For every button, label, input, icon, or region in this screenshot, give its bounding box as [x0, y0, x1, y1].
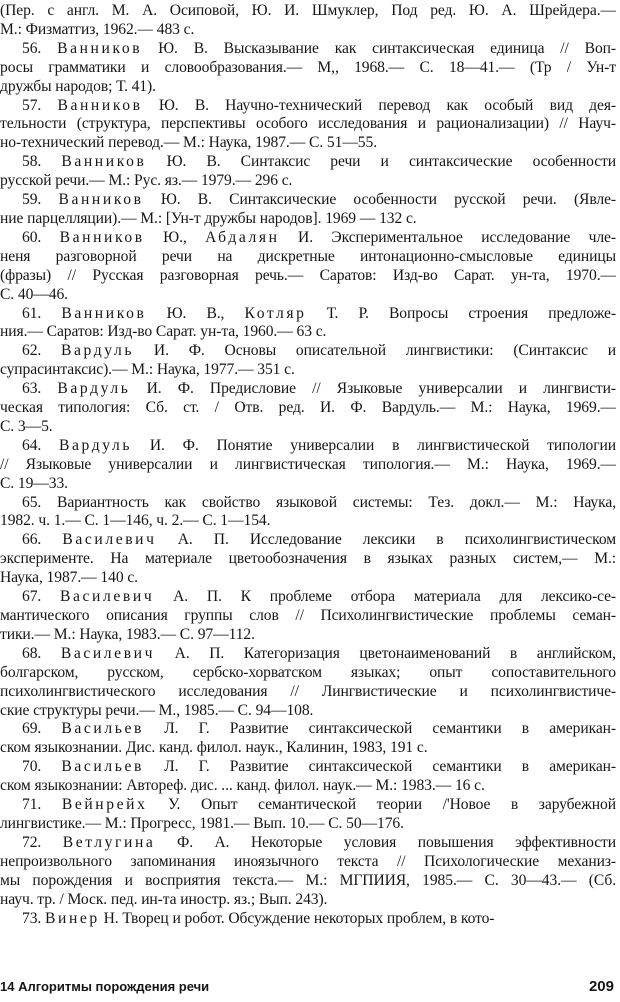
entry-text: И. Ф. Основы описательной лингвистики: (Синтаксис и: [134, 342, 616, 360]
text-line: (Пер. с англ. М. А. Осиповой, Ю. И. Шмуклер, Под ред. Ю. А. Шрейдера.—: [0, 2, 616, 19]
entry-number: 73.: [22, 909, 42, 927]
text-line: С. 19—33.: [0, 474, 68, 492]
text-line: непроизвольного запоминания иноязычного текста // Психологические механиз-: [0, 852, 616, 870]
text-line: [0, 40, 616, 59]
text-line: [0, 645, 616, 664]
text-line: мантического описания группы слов // Психолингвистические проблемы семан-: [0, 607, 616, 624]
text-line: [0, 229, 616, 248]
entry-number: 60.: [22, 228, 42, 246]
entry-number: 56.: [22, 39, 42, 57]
text-line: ние парцелляции).— М.: [Ун-т дружбы народов]. 1969 — 132 с.: [0, 209, 417, 227]
text-line: неня разговорной речи на дискретные интонационно-смысловые единицы: [0, 247, 616, 265]
entry-coauthor: Абдалян: [205, 228, 280, 246]
text-line: [0, 305, 616, 324]
entry-coauthor: Котляр: [244, 304, 307, 322]
text-line: психолингвистического исследования // Лингвистические и психолингвистиче-: [0, 682, 616, 700]
bibliography-text: [0, 2, 616, 928]
bib-entry: [0, 380, 616, 437]
entry-author: Василевич: [62, 531, 157, 549]
bib-entry: [0, 494, 616, 532]
entry-text: Т. Р. Вопросы строения предложе-: [306, 304, 616, 322]
text-line: [0, 380, 616, 399]
bib-entry: [0, 229, 616, 305]
bib-entry: [0, 834, 616, 910]
text-line: болгарском, русском, сербско-хорватском языках; опыт сопоставительного: [0, 663, 616, 681]
entry-author: Василевич: [60, 644, 156, 662]
bib-entry: [0, 720, 616, 758]
text-line: мы порождения и восприятия текста.— М.: МГПИИЯ, 1985.— С. 30—43.— (Сб.: [0, 871, 616, 889]
page-number: 209: [588, 978, 614, 995]
bib-entry: [0, 437, 616, 494]
bib-entry: [0, 758, 616, 796]
text-line: [0, 910, 616, 929]
text-line: [0, 191, 616, 210]
text-line: ческая типология: Сб. ст. / Отв. ред. И. Ф. Вардуль.— М.: Наука, 1969.—: [0, 399, 616, 417]
entry-number: 64.: [22, 436, 42, 454]
text-line: [0, 97, 616, 116]
bib-entry: [0, 645, 616, 721]
entry-text: А. П. Исследование лексики в психолингвистическом: [156, 531, 616, 549]
entry-text: Ю. В. Научно-технический перевод как особый вид дея-: [142, 96, 616, 114]
bib-entry: [0, 97, 616, 154]
entry-text: Н. Творец и робот. Обсуждение некоторых проблем, в кото-: [99, 909, 495, 927]
entry-number: 62.: [22, 342, 42, 360]
bib-entry: [0, 305, 616, 343]
bib-entry: [0, 342, 616, 380]
text-line: ские структуры речи.— М., 1985.— С. 94—108.: [0, 701, 314, 719]
entry-text: Ю. В. Синтаксические особенности русской речи. (Явле-: [143, 191, 616, 209]
entry-author: Ванников: [59, 228, 145, 246]
entry-text: Вариантность как свойство языковой системы: Тез. докл.— М.: Наука,: [57, 493, 616, 511]
entry-text: У. Опыт семантической теории /'Новое в зарубежной: [147, 796, 616, 814]
bib-entry: [0, 2, 616, 40]
entry-number: 68.: [22, 644, 42, 662]
text-line: [0, 834, 616, 853]
entry-author: Ванников: [58, 191, 144, 209]
entry-text: Л. Г. Развитие синтаксической семантики в американ-: [143, 758, 616, 776]
entry-author: Васильев: [61, 720, 144, 738]
text-line: [0, 531, 616, 550]
entry-text: А. П. Категоризация цветонаименований в английском,: [155, 644, 616, 662]
text-line: М.: Физматгиз, 1962.— 483 с.: [0, 20, 195, 38]
text-line: (фразы) // Русская разговорная речь.— Саратов: Изд-во Сарат. ун-та, 1970.—: [0, 266, 616, 284]
bib-entry: [0, 588, 616, 645]
entry-author: Ванников: [57, 39, 143, 57]
text-line: тики.— М.: Наука, 1983.— С. 97—112.: [0, 625, 255, 643]
bib-entry: [0, 910, 616, 929]
entry-author: Васильев: [61, 758, 144, 776]
entry-author: Вейнрейх: [61, 796, 148, 814]
entry-number: 71.: [22, 796, 42, 814]
entry-text: Ю.,: [144, 228, 187, 246]
entry-number: 59.: [22, 191, 42, 209]
text-line: С. 3—5.: [0, 417, 53, 435]
text-line: [0, 588, 616, 607]
entry-text: Ю. В. Синтаксис речи и синтаксические особенности: [146, 153, 616, 171]
entry-author: Вардуль: [61, 342, 135, 360]
running-title: 14 Алгоритмы порождения речи: [0, 979, 210, 994]
entry-text: Л. Г. Развитие синтаксической семантики в американ-: [143, 720, 616, 738]
entry-number: 63.: [22, 380, 42, 398]
text-line: Наука, 1987.— 140 с.: [0, 569, 138, 587]
text-line: [0, 437, 616, 456]
text-line: 1982. ч. 1.— С. 1—146, ч. 2.— С. 1—154.: [0, 512, 271, 530]
entry-author: Ванников: [57, 96, 143, 114]
entry-number: 61.: [22, 304, 42, 322]
text-line: [0, 758, 616, 777]
entry-author: Ванников: [61, 304, 147, 322]
entry-number: 65.: [22, 493, 42, 511]
text-line: но-технический перевод.— М.: Наука, 1987.— С. 51—55.: [0, 134, 377, 152]
bib-entry: [0, 531, 616, 588]
text-line: русской речи.— М.: Рус. яз.— 1979.— 296 с.: [0, 172, 293, 190]
text-line: ния.— Саратов: Изд-во Сарат. ун-та, 1960.— 63 с.: [0, 323, 327, 341]
text-line: // Языковые универсалии и лингвистическая типология.— М.: Наука, 1969.—: [0, 455, 616, 473]
text-line: [0, 796, 616, 815]
entry-author: Вардуль: [59, 436, 133, 454]
text-line: дружбы народов; Т. 41).: [0, 77, 156, 95]
entry-author: Винер: [45, 909, 100, 927]
text-line: росы грамматики и словообразования.— М,, 1968.— С. 18—41.— (Тр / Ун-т: [0, 58, 616, 76]
entry-text: И. Ф. Предисловие // Языковые универсалии и лингвисти-: [130, 380, 616, 398]
text-line: [0, 342, 616, 361]
entry-number: 69.: [22, 720, 42, 738]
entry-number: 67.: [22, 588, 42, 606]
text-line: эксперименте. На материале цветообозначения в языках разных систем,— М.:: [0, 550, 616, 568]
text-line: [0, 494, 616, 513]
text-line: С. 40—46.: [0, 285, 68, 303]
entry-author: Вардуль: [57, 380, 131, 398]
bib-entry: [0, 153, 616, 191]
entry-number: 70.: [22, 758, 42, 776]
text-line: лингвистике.— М.: Прогресс, 1981.— Вып. 10.— С. 50—176.: [0, 814, 404, 832]
entry-text: И. Ф. Понятие универсалии в лингвистической типологии: [132, 436, 616, 454]
text-line: [0, 153, 616, 172]
entry-text: И. Экспериментальное исследование чле-: [279, 228, 616, 246]
entry-text: Ю. В.,: [146, 304, 225, 322]
entry-author: Василевич: [60, 588, 155, 606]
entry-text: Ю. В. Высказывание как синтаксическая единица // Воп-: [142, 39, 616, 57]
entry-text: Ф. А. Некоторые условия повышения эффективности: [155, 833, 616, 851]
entry-text: А. П. К проблеме отбора материала для лексико-се-: [154, 588, 616, 606]
bib-entry: [0, 796, 616, 834]
entry-author: Ветлугина: [62, 833, 156, 851]
entry-number: 72.: [22, 833, 42, 851]
entry-number: 57.: [22, 96, 42, 114]
bib-entry: [0, 191, 616, 229]
text-line: [0, 720, 616, 739]
text-line: супрасинтаксис).— М.: Наука, 1977.— 351 с.: [0, 361, 295, 379]
entry-author: Ванников: [61, 153, 147, 171]
text-line: науч. тр. / Моск. пед. ин-та иностр. яз.; Вып. 243).: [0, 890, 328, 908]
text-line: ском языкознании: Автореф. дис. ... канд. филол. наук.— М.: 1983.— 16 с.: [0, 777, 485, 795]
text-line: ском языкознании. Дис. канд. филол. наук., Калинин, 1983, 191 с.: [0, 739, 428, 757]
text-line: тельности (структура, перспективы особого исследования и рационализации) // Науч-: [0, 115, 616, 133]
entry-number: 58.: [22, 153, 42, 171]
entry-number: 66.: [22, 531, 42, 549]
bib-entry: [0, 40, 616, 97]
